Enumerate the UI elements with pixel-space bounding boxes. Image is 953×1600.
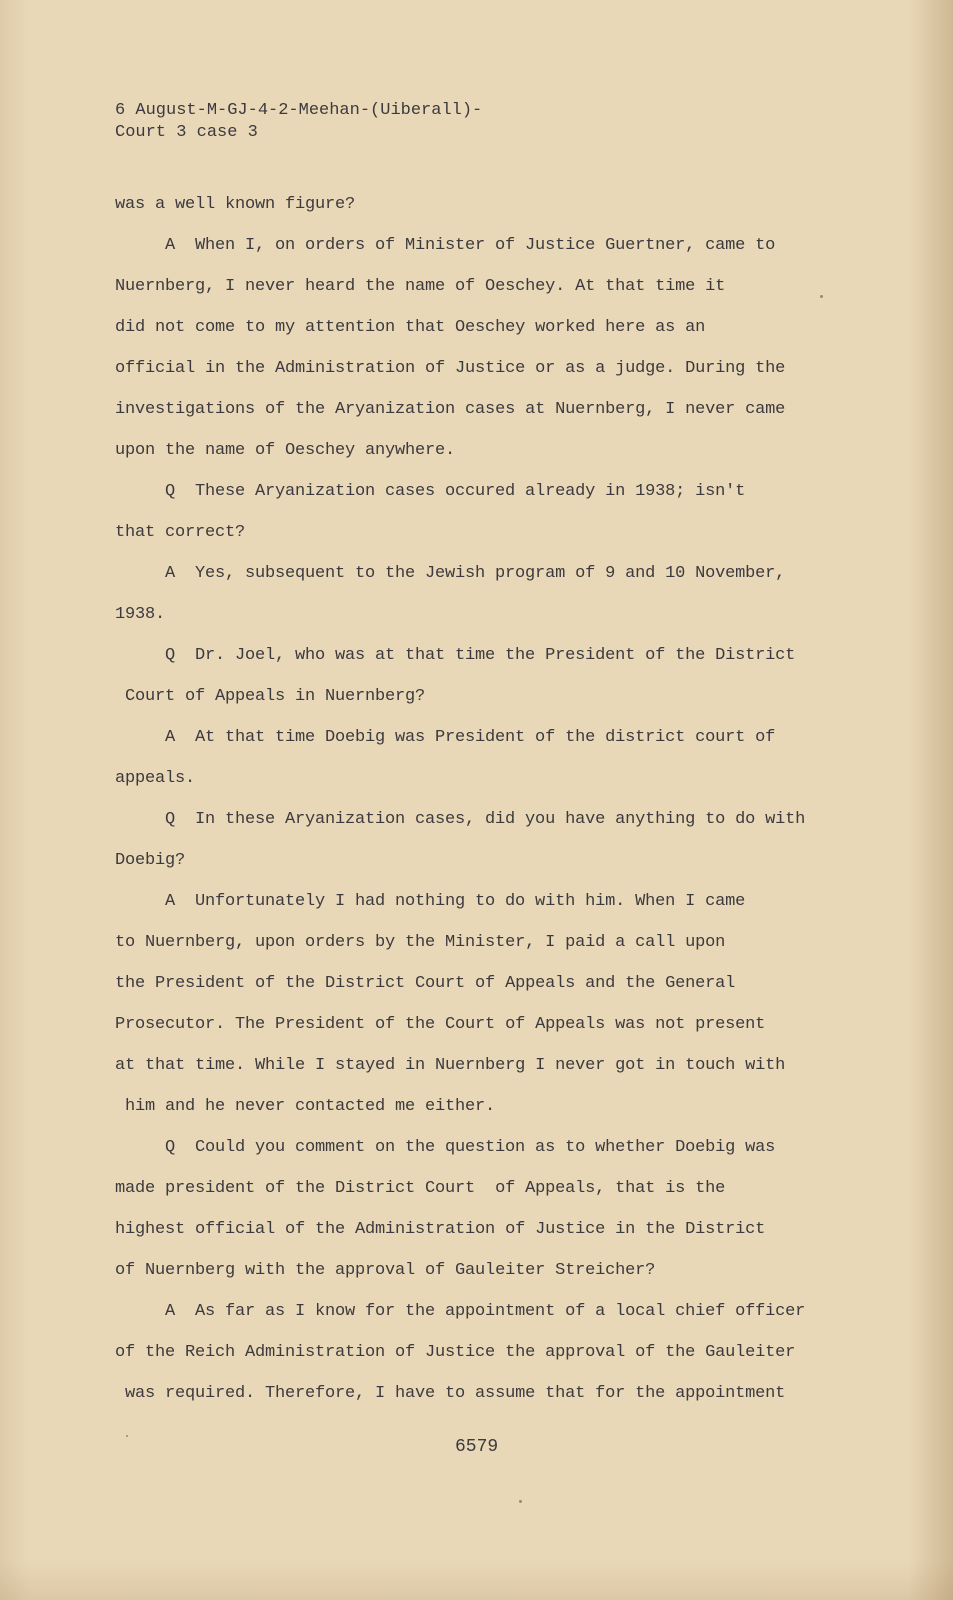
transcript-line: Prosecutor. The President of the Court of Appeals was not present <box>115 1015 766 1034</box>
page-number: 6579 <box>455 1437 499 1457</box>
paper-speck <box>820 295 823 298</box>
transcript-line: Q Dr. Joel, who was at that time the President of the District <box>165 646 796 665</box>
document-header <box>115 100 482 144</box>
transcript-line: A As far as I know for the appointment of a local chief officer <box>165 1302 806 1321</box>
transcript-line: upon the name of Oeschey anywhere. <box>115 441 456 460</box>
paper-speck <box>519 1500 522 1503</box>
paper-speck <box>126 1435 128 1437</box>
transcript-line: of Nuernberg with the approval of Gauleiter Streicher? <box>115 1261 656 1280</box>
transcript-line: at that time. While I stayed in Nuernberg I never got in touch with <box>115 1056 786 1075</box>
transcript-body <box>115 184 835 1414</box>
transcript-line: Q Could you comment on the question as to whether Doebig was <box>165 1138 776 1157</box>
transcript-line: of the Reich Administration of Justice the approval of the Gauleiter <box>115 1343 796 1362</box>
transcript-line: was required. Therefore, I have to assume that for the appointment <box>115 1384 786 1403</box>
transcript-line: did not come to my attention that Oeschey worked here as an <box>115 318 706 337</box>
transcript-line: him and he never contacted me either. <box>115 1097 496 1116</box>
transcript-line: investigations of the Aryanization cases at Nuernberg, I never came <box>115 400 786 419</box>
transcript-line: appeals. <box>115 769 196 788</box>
transcript-line: Q These Aryanization cases occured already in 1938; isn't <box>165 482 746 501</box>
transcript-line: official in the Administration of Justice or as a judge. During the <box>115 359 786 378</box>
transcript-line: A Yes, subsequent to the Jewish program of 9 and 10 November, <box>165 564 786 583</box>
transcript-line: A When I, on orders of Minister of Justice Guertner, came to <box>165 236 776 255</box>
transcript-line: was a well known figure? <box>115 195 356 214</box>
transcript-line: Doebig? <box>115 851 186 870</box>
transcript-line: highest official of the Administration of Justice in the District <box>115 1220 766 1239</box>
transcript-line: the President of the District Court of Appeals and the General <box>115 974 736 993</box>
transcript-line: 1938. <box>115 605 166 624</box>
transcript-line: Q In these Aryanization cases, did you have anything to do with <box>165 810 806 829</box>
transcript-line: to Nuernberg, upon orders by the Minister, I paid a call upon <box>115 933 726 952</box>
header-court-line: Court 3 case 3 <box>115 123 258 142</box>
transcript-line: Court of Appeals in Nuernberg? <box>115 687 426 706</box>
transcript-line: A Unfortunately I had nothing to do with him. When I came <box>165 892 746 911</box>
transcript-line: that correct? <box>115 523 246 542</box>
transcript-line: Nuernberg, I never heard the name of Oeschey. At that time it <box>115 277 726 296</box>
transcript-line: made president of the District Court of Appeals, that is the <box>115 1179 726 1198</box>
header-session-line: 6 August-M-GJ-4-2-Meehan-(Uiberall)- <box>115 101 483 120</box>
transcript-line: A At that time Doebig was President of the district court of <box>165 728 776 747</box>
